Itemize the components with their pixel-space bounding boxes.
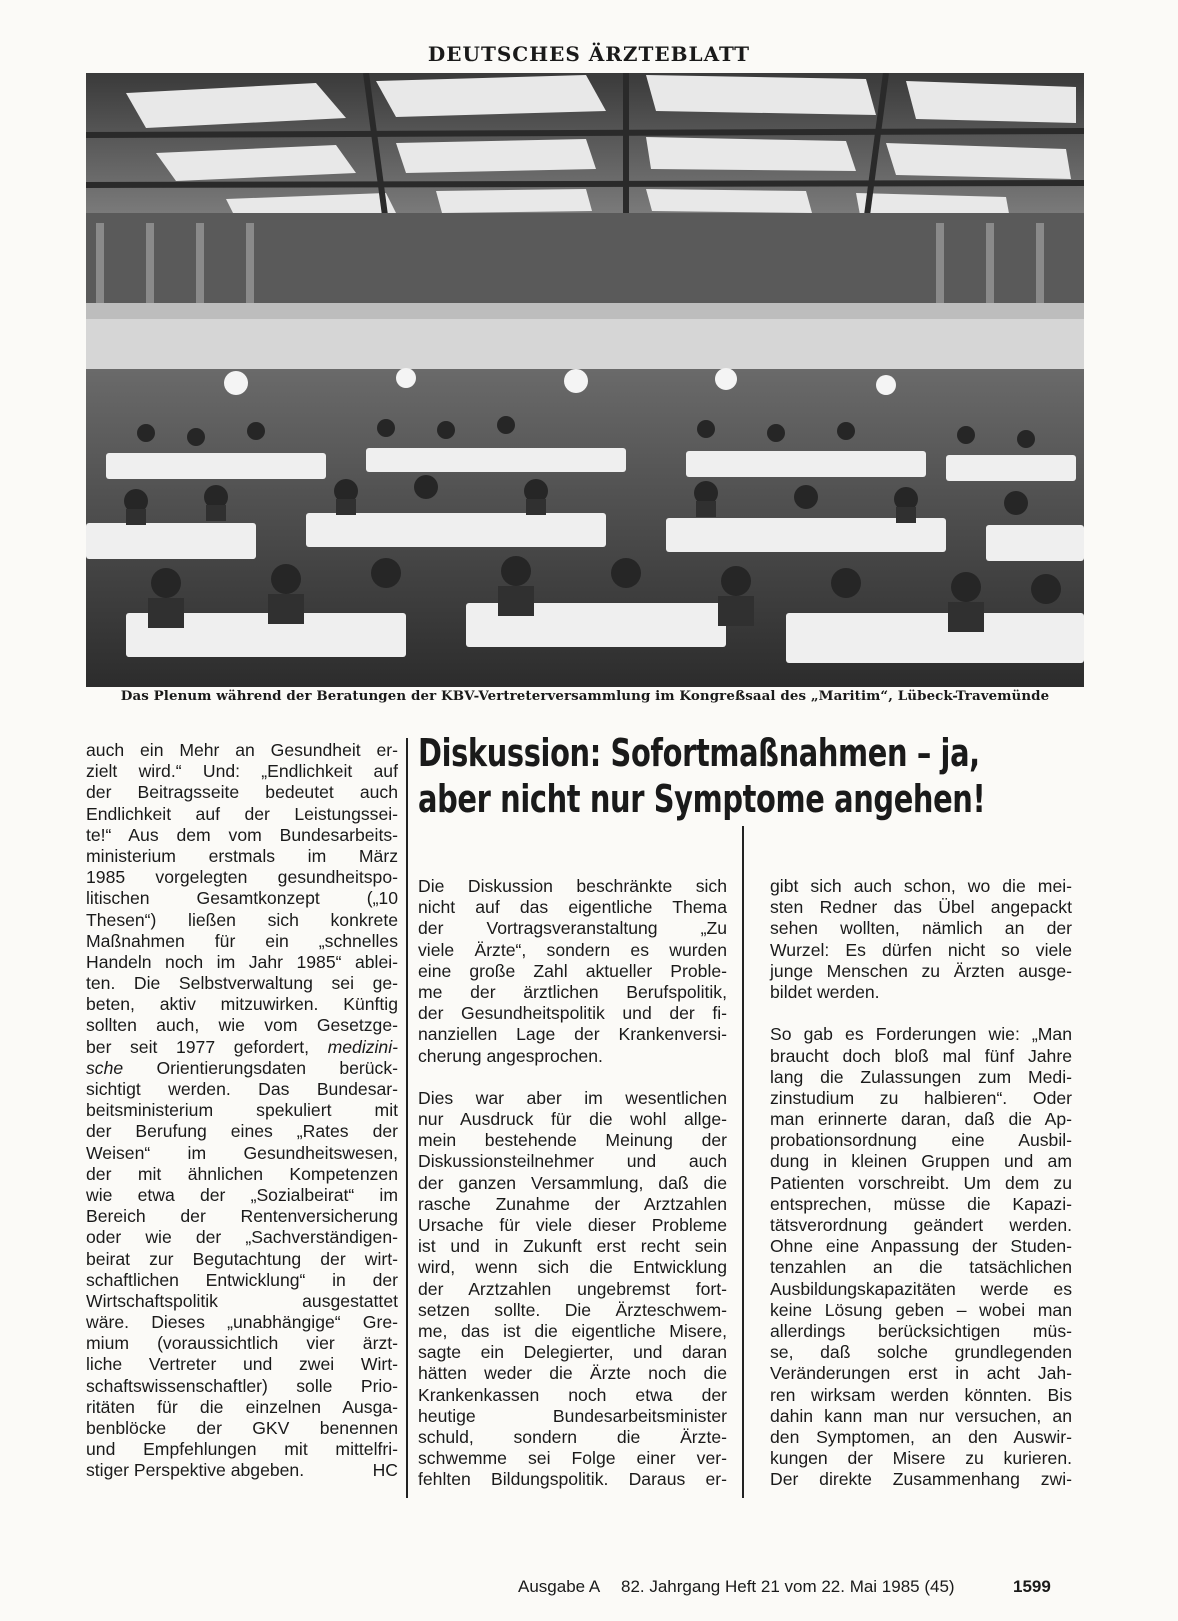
text-line: schwemme sei Folge einer ver- (418, 1448, 727, 1469)
text-line: Endlichkeit auf der Leistungssei- (86, 803, 398, 824)
text-line: me der ärztlichen Berufspolitik, (418, 981, 727, 1002)
text-fragment: Orientierungsdaten berück- (156, 1057, 399, 1078)
text-line: Wirtschaftspolitik ausgestattet (86, 1290, 398, 1311)
text-line: Die Diskussion beschränkte sich (418, 876, 727, 896)
text-line: ten. Die Selbstverwaltung sei ge- (86, 973, 398, 994)
text-line: bildet werden. (770, 981, 880, 1002)
text-line: nanziellen Lage der Krankenversi- (418, 1024, 727, 1045)
text-line: sollten auch, wie vom Gesetzge- (86, 1015, 398, 1036)
text-column-3 (770, 876, 1072, 1490)
text-line: viele Ärzte“, sondern es wurden (418, 939, 727, 960)
text-line: se, daß solche grundlegenden (770, 1342, 1072, 1363)
text-line: setzen sollte. Die Ärzteschwem- (418, 1299, 727, 1320)
text-line: cherung angesprochen. (418, 1045, 603, 1066)
text-line: sichtigt werden. Das Bundesar- (86, 1079, 398, 1099)
text-line: der ganzen Versammlung, daß die (418, 1172, 727, 1193)
text-line: und Empfehlungen mit mittelfri- (86, 1439, 398, 1460)
text-line: Veränderungen erst in acht Jah- (770, 1363, 1072, 1384)
text-line: fehlten Bildungspolitik. Daraus er- (418, 1469, 727, 1490)
text-line: lang die Zulassungen zum Medi- (770, 1066, 1072, 1087)
footer-edition: Ausgabe A (518, 1577, 601, 1596)
text-line: sehen wollten, nämlich an der (770, 918, 1072, 939)
text-line: mium (voraussichtlich vier ärzt- (86, 1333, 398, 1354)
text-line: der Berufung eines „Rates der (86, 1121, 398, 1142)
text-line: der mit ähnlichen Kompetenzen (86, 1163, 398, 1184)
text-line-mixed (86, 1037, 398, 1058)
text-line: wird, wenn sich die Entwicklung (418, 1257, 727, 1278)
text-line: Ohne eine Anpassung der Studen- (770, 1236, 1072, 1257)
text-line: te!“ Aus dem vom Bundesarbeits- (86, 824, 398, 845)
text-line: man erinnerte daran, daß die Ap- (770, 1109, 1072, 1130)
text-line: Der direkte Zusammenhang zwi- (770, 1469, 1072, 1490)
text-line: keine Lösung geben – wobei man (770, 1299, 1072, 1320)
text-line: me, das ist die eigentliche Misere, (418, 1320, 727, 1341)
page-number: 1599 (1013, 1577, 1051, 1596)
text-line: Krankenkassen noch etwa der (418, 1384, 727, 1405)
text-line: den Symptomen, an den Auswir- (770, 1426, 1072, 1447)
text-line: eine große Zahl aktueller Proble- (418, 960, 727, 981)
text-line: Weisen“ im Gesundheitswesen, (86, 1142, 398, 1163)
italic-fragment: medizini- (327, 1036, 398, 1057)
paragraph-gap (418, 1067, 727, 1088)
text-line: Maßnahmen für ein „schnelles (86, 930, 398, 951)
text-line: Ursache für viele dieser Probleme (418, 1215, 727, 1235)
text-line: tenzahlen an die tatsächlichen (770, 1257, 1072, 1278)
text-line: beten, aktiv mitzuwirken. Künftig (86, 994, 398, 1015)
text-line: zinstudium zu halbieren“. Oder (770, 1087, 1072, 1108)
text-line: kungen der Misere zu kurieren. (770, 1448, 1072, 1469)
plenum-photo (86, 73, 1084, 687)
text-column-2 (418, 876, 727, 1490)
text-line: schaftlichen Entwicklung“ in der (86, 1269, 398, 1290)
text-line: tätsverordnung geändert werden. (770, 1215, 1072, 1235)
journal-title: DEUTSCHES ÄRZTEBLATT (427, 42, 751, 66)
text-line: oder wie der „Sachverständigen- (86, 1227, 398, 1248)
text-line: beirat zur Begutachtung der wirt- (86, 1248, 398, 1269)
text-line: sten Redner das Übel angepackt (770, 897, 1072, 918)
text-line: hätten weder die Ärzte noch die (418, 1363, 727, 1384)
paragraph-gap (770, 1003, 1072, 1024)
text-line: ritäten für die einzelnen Ausga- (86, 1396, 398, 1417)
text-line-signoff (86, 1460, 398, 1481)
text-line: wie etwa der „Sozialbeirat“ im (86, 1184, 398, 1205)
text-fragment: stiger Perspektive abgeben. (86, 1460, 305, 1481)
text-line: sagte ein Delegierter, und daran (418, 1342, 727, 1363)
text-line: junge Menschen zu Ärzten ausge- (770, 960, 1072, 981)
text-line: ministerium erstmals im März (86, 845, 398, 866)
text-line: braucht doch bloß mal fünf Jahre (770, 1045, 1072, 1066)
text-line: mein bestehende Meinung der (418, 1130, 727, 1151)
text-line: allerdings berücksichtigen müs- (770, 1320, 1072, 1341)
text-line: Bereich der Rentenversicherung (86, 1206, 398, 1227)
text-line: rasche Zunahme der Arztzahlen (418, 1193, 727, 1214)
text-line: schuld, sondern die Ärzte- (418, 1426, 727, 1447)
text-line: dung in kleinen Gruppen und am (770, 1151, 1072, 1172)
footer-issue: 82. Jahrgang Heft 21 vom 22. Mai 1985 (45) (621, 1577, 955, 1596)
text-line: liche Vertreter und zwei Wirt- (86, 1354, 398, 1375)
text-line: dahin kann man nur versuchen, an (770, 1405, 1072, 1426)
text-line: 1985 vorgelegten gesundheitspo- (86, 867, 398, 888)
column-rule-left (406, 738, 408, 1498)
text-line: entsprechen, müsse die Kapazi- (770, 1193, 1072, 1214)
text-line: zielt wird.“ Und: „Endlichkeit auf (86, 761, 398, 782)
text-line: nur Ausdruck für die wohl allge- (418, 1109, 727, 1130)
article-headline (418, 730, 986, 822)
text-column-1 (86, 740, 398, 1482)
text-line: Diskussionsteilnehmer und auch (418, 1151, 727, 1172)
text-line: Dies war aber im wesentlichen (418, 1087, 727, 1108)
text-line: So gab es Forderungen wie: „Man (770, 1024, 1072, 1045)
text-line: schaftswissenschaftler) solle Prio- (86, 1375, 398, 1396)
text-line: gibt sich auch schon, wo die mei- (770, 876, 1072, 896)
text-line: der Arztzahlen ungebremst fort- (418, 1278, 727, 1299)
italic-fragment: sche (86, 1057, 124, 1078)
text-line: Patienten vorschreibt. Um dem zu (770, 1172, 1072, 1193)
text-line: der Gesundheitspolitik und der fi- (418, 1003, 727, 1024)
text-line: nicht auf das eigentliche Thema (418, 897, 727, 918)
text-line: probationsordnung eine Ausbil- (770, 1130, 1072, 1151)
text-line: benblöcke der GKV benennen (86, 1418, 398, 1438)
column-rule-right (742, 826, 744, 1498)
text-fragment: ber seit 1977 gefordert, (86, 1036, 328, 1057)
text-line: auch ein Mehr an Gesundheit er- (86, 740, 398, 760)
text-line: der Vortragsveranstaltung „Zu (418, 918, 727, 939)
text-line: heutige Bundesarbeitsminister (418, 1405, 727, 1426)
text-line: ren wirksam werden könnten. Bis (770, 1384, 1072, 1405)
headline-line-1: Diskussion: Sofortmaßnahmen – ja, (418, 731, 980, 775)
text-line: ist und in Zukunft erst recht sein (418, 1236, 727, 1257)
text-line-mixed (86, 1058, 398, 1079)
text-line: Ausbildungskapazitäten werde es (770, 1278, 1072, 1299)
photo-caption: Das Plenum während der Beratungen der KBV-Vertreterversammlung im Kongreßsaal des „Maritim“, Lübeck-Travemünde (120, 688, 1050, 704)
headline-line-2: aber nicht nur Symptome angehen! (418, 777, 986, 821)
text-line: Thesen“) ließen sich konkrete (86, 909, 398, 930)
text-line: beitsministerium spekuliert mit (86, 1100, 398, 1121)
text-line: litischen Gesamtkonzept („10 (86, 888, 398, 909)
text-line: wäre. Dieses „unabhängige“ Gre- (86, 1312, 398, 1333)
text-line: Handeln noch im Jahr 1985“ ablei- (86, 951, 398, 972)
author-initials: HC (372, 1460, 398, 1481)
text-line: Wurzel: Es dürfen nicht so viele (770, 939, 1072, 960)
text-line: der Beitragsseite bedeutet auch (86, 782, 398, 803)
